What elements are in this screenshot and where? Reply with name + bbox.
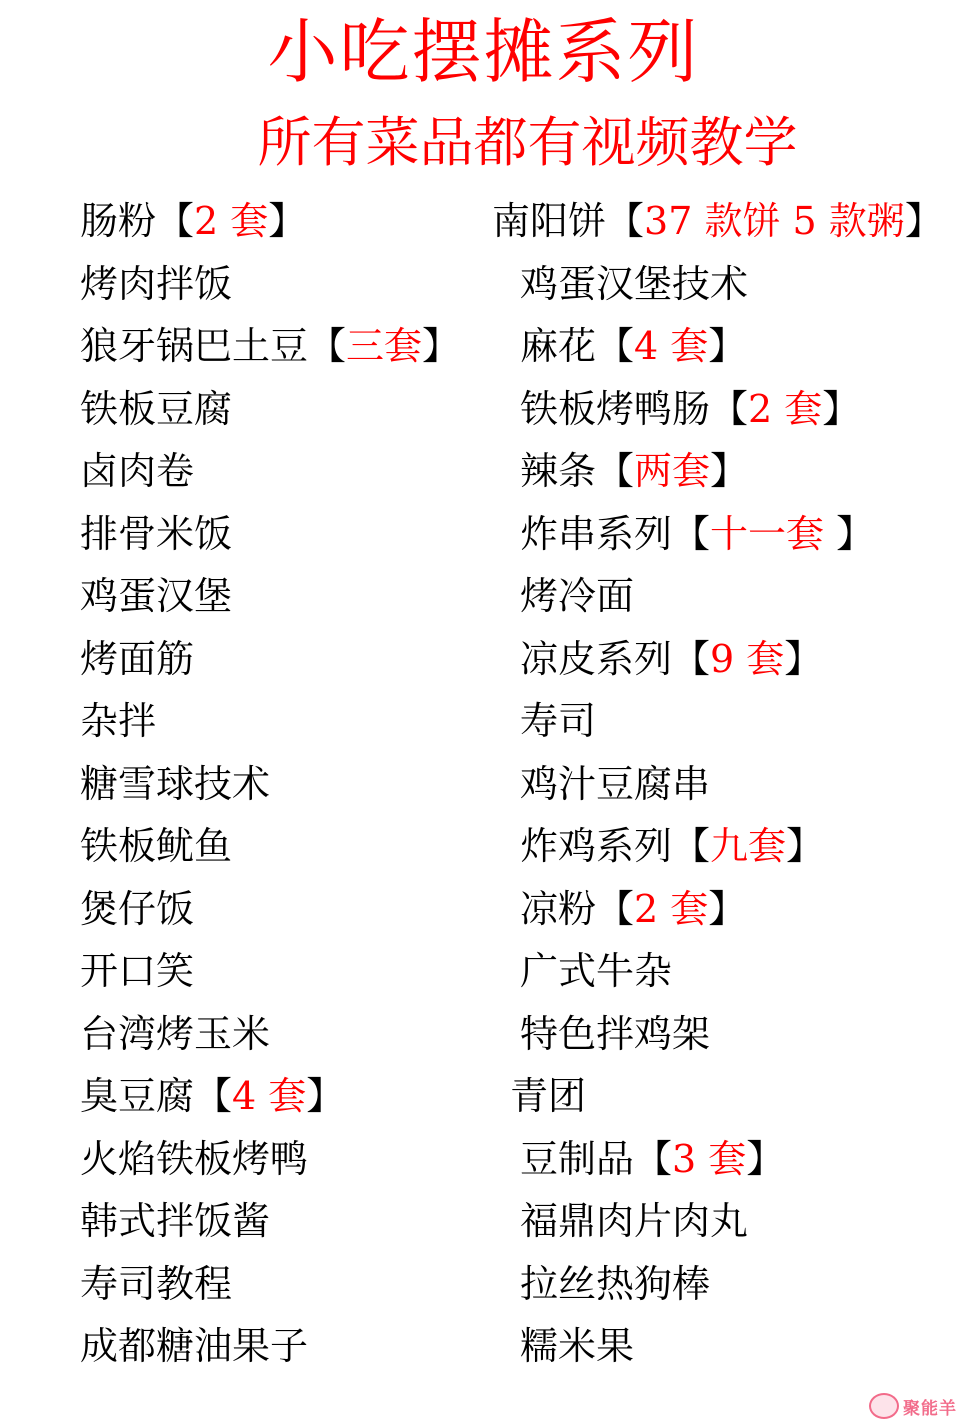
set-count-note: 2 套 bbox=[748, 386, 823, 431]
menu-item bbox=[480, 253, 943, 316]
menu-item-name: 铁板鱿鱼 bbox=[80, 824, 233, 868]
bracket-close: 】 bbox=[904, 199, 943, 243]
set-count-note: 九套 bbox=[710, 824, 787, 868]
menu-item-name: 炸串系列 bbox=[520, 511, 673, 556]
bracket-open: 【 bbox=[596, 324, 635, 368]
menu-item-name: 烤冷面 bbox=[520, 574, 635, 618]
menu-item bbox=[480, 1003, 943, 1066]
set-count-note: 2 套 bbox=[194, 199, 269, 243]
menu-item bbox=[80, 1315, 460, 1378]
menu-item bbox=[480, 815, 943, 878]
bracket-open: 【 bbox=[672, 511, 711, 556]
menu-item bbox=[80, 378, 460, 441]
menu-item bbox=[480, 378, 943, 441]
menu-item bbox=[480, 628, 943, 691]
set-count-note: 9 套 bbox=[710, 636, 785, 681]
menu-item bbox=[480, 503, 943, 566]
menu-item bbox=[80, 503, 460, 566]
bracket-open: 【 bbox=[606, 199, 645, 243]
menu-item-name: 辣条 bbox=[520, 449, 597, 493]
menu-item-name: 糯米果 bbox=[520, 1324, 635, 1368]
menu-item bbox=[480, 440, 943, 503]
bracket-close: 】 bbox=[306, 1074, 345, 1118]
bracket-open: 【 bbox=[596, 886, 635, 931]
menu-item-name: 铁板烤鸭肠 bbox=[520, 386, 711, 431]
menu-item-name: 鸡蛋汉堡技术 bbox=[520, 261, 749, 306]
menu-item bbox=[480, 1065, 943, 1128]
menu-item bbox=[80, 190, 460, 253]
menu-item bbox=[80, 1065, 460, 1128]
menu-item bbox=[480, 690, 943, 753]
bracket-open: 【 bbox=[672, 824, 711, 868]
menu-item-name: 寿司教程 bbox=[80, 1261, 233, 1306]
menu-item-name: 狼牙锅巴土豆 bbox=[80, 324, 309, 368]
bracket-close: 】 bbox=[786, 824, 825, 868]
menu-item-name: 铁板豆腐 bbox=[80, 386, 233, 431]
menu-item bbox=[80, 315, 460, 378]
right-menu-column bbox=[480, 190, 943, 1378]
bracket-open: 【 bbox=[672, 636, 711, 681]
menu-item-name: 麻花 bbox=[520, 324, 597, 368]
menu-item-name: 豆制品 bbox=[520, 1136, 635, 1181]
menu-item bbox=[480, 1253, 943, 1316]
menu-item bbox=[80, 253, 460, 316]
menu-item bbox=[480, 1190, 943, 1253]
menu-item-name: 烤面筋 bbox=[80, 636, 195, 681]
bracket-close: 】 bbox=[784, 636, 823, 681]
menu-item-name: 煲仔饭 bbox=[80, 886, 195, 931]
menu-item bbox=[480, 1128, 943, 1191]
set-count-note: 十一套 bbox=[710, 511, 837, 556]
menu-item-name: 火焰铁板烤鸭 bbox=[80, 1136, 309, 1181]
bracket-open: 【 bbox=[308, 324, 347, 368]
menu-item bbox=[80, 440, 460, 503]
menu-item-name: 臭豆腐 bbox=[80, 1074, 195, 1118]
bracket-close: 】 bbox=[708, 324, 747, 368]
set-count-note: 两套 bbox=[634, 449, 711, 493]
menu-item-name: 南阳饼 bbox=[492, 199, 607, 243]
bracket-close: 】 bbox=[268, 199, 307, 243]
menu-item-name: 韩式拌饭酱 bbox=[80, 1199, 271, 1243]
menu-item bbox=[480, 940, 943, 1003]
bracket-close: 】 bbox=[746, 1136, 785, 1181]
set-count-note: 37 款饼 5 款粥 bbox=[644, 199, 905, 243]
menu-item bbox=[480, 878, 943, 941]
menu-item bbox=[80, 690, 460, 753]
menu-item bbox=[80, 878, 460, 941]
page-subtitle: 所有菜品都有视频教学 bbox=[257, 111, 798, 174]
menu-item bbox=[80, 1128, 460, 1191]
watermark-text: 聚能羊 bbox=[903, 1398, 957, 1419]
bracket-open: 【 bbox=[710, 386, 749, 431]
menu-item-name: 凉皮系列 bbox=[520, 636, 673, 681]
menu-item-name: 开口笑 bbox=[80, 949, 195, 993]
menu-item-name: 杂拌 bbox=[80, 699, 157, 743]
menu-item bbox=[480, 565, 943, 628]
menu-item-name: 拉丝热狗棒 bbox=[520, 1261, 711, 1306]
bracket-close: 】 bbox=[708, 886, 747, 931]
menu-item-name: 寿司 bbox=[520, 699, 597, 743]
bracket-open: 【 bbox=[194, 1074, 233, 1118]
menu-item bbox=[80, 565, 460, 628]
menu-item-name: 福鼎肉片肉丸 bbox=[520, 1199, 749, 1243]
menu-item bbox=[80, 940, 460, 1003]
menu-item bbox=[80, 1003, 460, 1066]
menu-item-name: 特色拌鸡架 bbox=[520, 1011, 711, 1056]
menu-item-name: 鸡蛋汉堡 bbox=[80, 574, 233, 618]
bracket-close: 】 bbox=[422, 324, 461, 368]
menu-item bbox=[80, 1190, 460, 1253]
menu-item bbox=[480, 315, 943, 378]
bracket-close: 】 bbox=[710, 449, 749, 493]
bracket-open: 【 bbox=[156, 199, 195, 243]
menu-item bbox=[480, 190, 943, 253]
menu-item-name: 排骨米饭 bbox=[80, 511, 233, 556]
menu-item-name: 青团 bbox=[510, 1074, 587, 1118]
menu-item-name: 凉粉 bbox=[520, 886, 597, 931]
menu-item-name: 台湾烤玉米 bbox=[80, 1011, 271, 1056]
menu-item-name: 成都糖油果子 bbox=[80, 1324, 309, 1368]
bracket-close: 】 bbox=[822, 386, 861, 431]
bracket-close: 】 bbox=[836, 511, 875, 556]
set-count-note: 3 套 bbox=[672, 1136, 747, 1181]
menu-item-name: 烤肉拌饭 bbox=[80, 261, 233, 306]
menu-item-name: 糖雪球技术 bbox=[80, 761, 271, 806]
set-count-note: 4 套 bbox=[232, 1074, 307, 1118]
menu-item-name: 鸡汁豆腐串 bbox=[520, 761, 711, 806]
menu-item bbox=[80, 815, 460, 878]
page-title: 小吃摆摊系列 bbox=[267, 11, 700, 93]
menu-item-name: 卤肉卷 bbox=[80, 449, 195, 493]
menu-item bbox=[480, 753, 943, 816]
set-count-note: 2 套 bbox=[634, 886, 709, 931]
menu-item bbox=[80, 1253, 460, 1316]
menu-item-name: 炸鸡系列 bbox=[520, 824, 673, 868]
menu-item bbox=[80, 628, 460, 691]
watermark bbox=[869, 1393, 957, 1419]
menu-item bbox=[80, 753, 460, 816]
menu-item-name: 肠粉 bbox=[80, 199, 157, 243]
set-count-note: 三套 bbox=[346, 324, 423, 368]
menu-item bbox=[480, 1315, 943, 1378]
set-count-note: 4 套 bbox=[634, 324, 709, 368]
sheep-logo-icon bbox=[869, 1393, 899, 1419]
left-menu-column bbox=[80, 190, 460, 1378]
bracket-open: 【 bbox=[634, 1136, 673, 1181]
menu-item-name: 广式牛杂 bbox=[520, 949, 673, 993]
bracket-open: 【 bbox=[596, 449, 635, 493]
